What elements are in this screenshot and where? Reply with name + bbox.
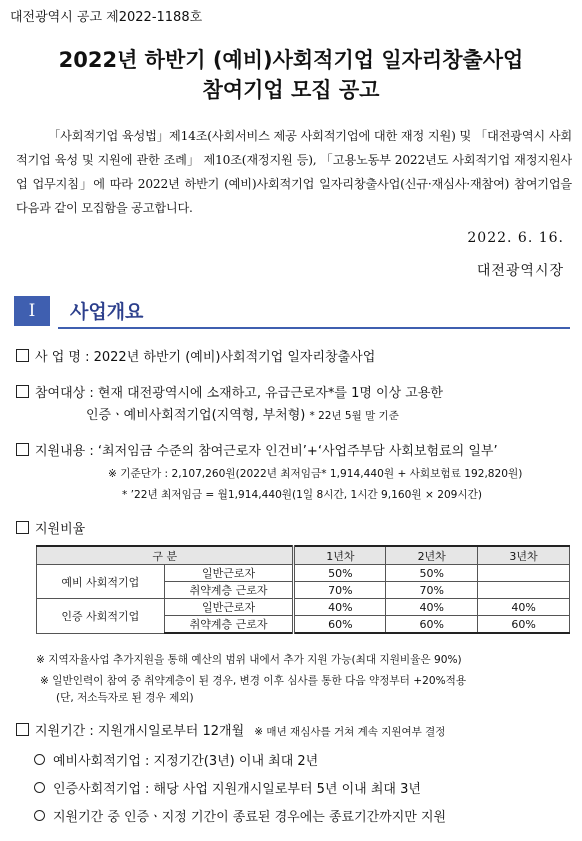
table-header-row [37, 546, 570, 565]
worker-type: 취약계층 근로자 [164, 616, 294, 634]
checkbox-square-icon [16, 723, 29, 736]
group-name: 예비 사회적기업 [37, 565, 165, 599]
period-item-text: 지원기간 중 인증ㆍ지정 기간이 종료된 경우에는 종료기간까지만 지원 [53, 810, 447, 825]
ratio-year3: 40% [478, 599, 570, 616]
checkbox-square-icon [16, 349, 29, 362]
support-ratio-row [16, 518, 85, 537]
eligibility-line2: 인증ㆍ예비사회적기업(지역형, 부처형) [86, 408, 306, 423]
ratio-year1: 60% [294, 616, 386, 634]
ratio-year2: 40% [386, 599, 478, 616]
checkbox-square-icon [16, 443, 29, 456]
eligibility-note: * 22년 5월 말 기준 [309, 410, 399, 422]
header-category: 구 분 [37, 546, 294, 565]
notice-number: 대전광역시 공고 제2022-1188호 [10, 10, 203, 25]
support-period-value: 지원개시일로부터 12개월 [97, 724, 245, 739]
circle-bullet-icon [34, 782, 45, 793]
ratio-year3 [478, 565, 570, 582]
support-content-note1: ※ 기준단가 : 2,107,260원(2022년 최저임금* 1,914,440원 + 사회보험료 192,820원) [108, 468, 523, 480]
notice-date: 2022. 6. 16. [467, 230, 564, 246]
business-name-label: 사 업 명 [35, 350, 81, 365]
document-title-line2: 참여기업 모집 공고 [202, 78, 380, 102]
support-period-row: 지원기간 : 지원개시일로부터 12개월 ※ 매년 재심사를 거쳐 계속 지원여부 결정 [16, 720, 445, 739]
support-ratio-note3: (단, 저소득자로 된 경우 제외) [56, 692, 194, 704]
intro-paragraph: 「사회적기업 육성법」제14조(사회서비스 제공 사회적기업에 대한 재정 지원) 및 「대전광역시 사회적기업 육성 및 지원에 관한 조례」 제10조(재정지원 등), 「고용노동부 2022년도 사회적기업 재정지원사업 업무지침」에 따라 2022년 하반기 (예비)사회적기업 일자리창출사업(신규·재심사·재참여) 참여기업을 다음과 같이 모집함을 공고합니다. [16, 129, 572, 215]
period-item-text: 예비사회적기업 : 지정기간(3년) 이내 최대 2년 [53, 754, 319, 769]
support-content-row: 지원내용 : ‘최저임금 수준의 참여근로자 인건비’+‘사업주부담 사회보험료의 일부’ [16, 440, 498, 459]
issuer: 대전광역시장 [476, 263, 564, 279]
ratio-year2: 70% [386, 582, 478, 599]
support-ratio-note1: ※ 지역자율사업 추가지원을 통해 예산의 범위 내에서 추가 지원 가능(최대 지원비율은 90%) [36, 654, 462, 666]
document-title-line1: 2022년 하반기 (예비)사회적기업 일자리창출사업 [58, 48, 524, 72]
table-row [37, 565, 570, 582]
ratio-year1: 40% [294, 599, 386, 616]
support-ratio-table [36, 545, 570, 634]
ratio-year3: 60% [478, 616, 570, 634]
circle-bullet-icon [34, 754, 45, 765]
circle-bullet-icon [34, 810, 45, 821]
eligibility-row-2 [86, 404, 399, 423]
support-content-label: 지원내용 [35, 444, 86, 459]
worker-type: 일반근로자 [164, 565, 294, 582]
eligibility-label: 참여대상 [35, 386, 86, 401]
section-number-badge: Ⅰ [14, 296, 50, 326]
header-year1: 1년차 [294, 546, 386, 565]
worker-type: 취약계층 근로자 [164, 582, 294, 599]
eligibility-line1: 현재 대전광역시에 소재하고, 유급근로자*를 1명 이상 고용한 [97, 386, 443, 401]
support-ratio-note2: ※ 일반인력이 참여 중 취약계층이 된 경우, 변경 이후 심사를 통한 다음 약정부터 +20%적용 [40, 675, 467, 687]
worker-type: 일반근로자 [164, 599, 294, 616]
support-period-label: 지원기간 [35, 724, 86, 739]
ratio-year1: 70% [294, 582, 386, 599]
support-ratio-label: 지원비율 [35, 522, 86, 537]
list-item [34, 806, 446, 825]
list-item [34, 750, 318, 769]
ratio-year3 [478, 582, 570, 599]
table-row [37, 599, 570, 616]
header-year2: 2년차 [386, 546, 478, 565]
support-period-note: ※ 매년 재심사를 거쳐 계속 지원여부 결정 [254, 726, 446, 738]
ratio-year2: 60% [386, 616, 478, 634]
eligibility-row: 참여대상 : 현재 대전광역시에 소재하고, 유급근로자*를 1명 이상 고용한 [16, 382, 443, 401]
ratio-year1: 50% [294, 565, 386, 582]
period-item-text: 인증사회적기업 : 해당 사업 지원개시일로부터 5년 이내 최대 3년 [53, 782, 421, 797]
list-item [34, 778, 421, 797]
section-title: 사업개요 [70, 301, 144, 323]
support-content-note2: * ’22년 최저임금 = 월1,914,440원(1일 8시간, 1시간 9,160원 × 209시간) [122, 489, 483, 501]
support-content-value: ‘최저임금 수준의 참여근로자 인건비’+‘사업주부담 사회보험료의 일부’ [97, 444, 498, 459]
group-name: 인증 사회적기업 [37, 599, 165, 634]
header-year3: 3년차 [478, 546, 570, 565]
business-name-value: 2022년 하반기 (예비)사회적기업 일자리창출사업 [93, 350, 376, 365]
business-name-row: 사 업 명 : 2022년 하반기 (예비)사회적기업 일자리창출사업 [16, 346, 375, 365]
checkbox-square-icon [16, 521, 29, 534]
section-underline [58, 327, 570, 329]
ratio-year2: 50% [386, 565, 478, 582]
checkbox-square-icon [16, 385, 29, 398]
